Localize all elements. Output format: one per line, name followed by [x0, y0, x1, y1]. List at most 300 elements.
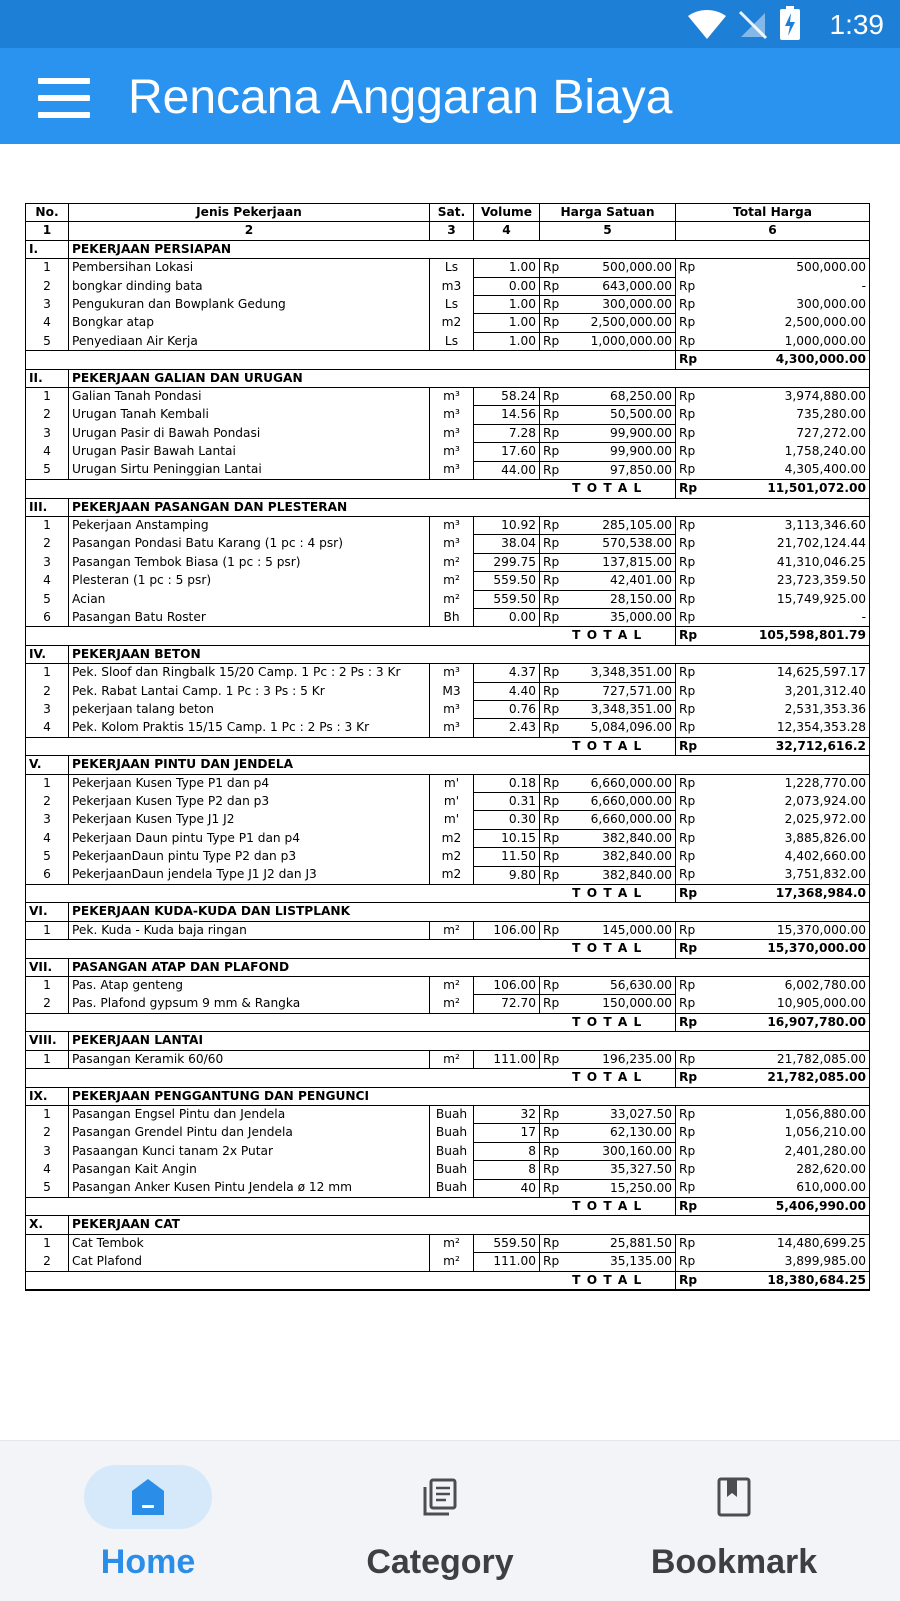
section-total-currency: Rp [676, 627, 706, 645]
section-total-currency: Rp [676, 1197, 706, 1215]
bottom-navigation [0, 1440, 900, 1601]
item-total-currency: Rp [676, 700, 706, 718]
item-total-currency: Rp [676, 719, 706, 737]
section-row [26, 1087, 870, 1105]
item-unit-price: 382,840.00 [570, 848, 676, 866]
item-number: 3 [26, 811, 69, 829]
item-name: Pek. Sloof dan Ringbalk 15/20 Camp. 1 Pc : 2 Ps : 3 Kr [69, 664, 430, 682]
section-number: VII. [26, 958, 69, 976]
table-row [26, 314, 870, 332]
hamburger-menu-icon[interactable] [38, 78, 90, 118]
item-total-currency: Rp [676, 995, 706, 1013]
item-currency: Rp [540, 406, 570, 424]
section-title: PEKERJAAN BETON [69, 645, 870, 663]
item-volume: 111.00 [474, 1253, 540, 1271]
item-unit: m³ [430, 406, 474, 424]
item-total-price: 3,751,832.00 [706, 866, 870, 884]
header-cell: Volume [474, 204, 540, 222]
table-row [26, 1161, 870, 1179]
item-unit: Buah [430, 1142, 474, 1160]
item-currency: Rp [540, 259, 570, 277]
item-name: Pek. Kolom Praktis 15/15 Camp. 1 Pc : 2 Ps : 3 Kr [69, 719, 430, 737]
section-total-currency: Rp [676, 351, 706, 369]
item-total-currency: Rp [676, 608, 706, 626]
item-number: 1 [26, 516, 69, 534]
item-total-currency: Rp [676, 277, 706, 295]
item-volume: 0.18 [474, 774, 540, 792]
item-name: Urugan Tanah Kembali [69, 406, 430, 424]
item-total-price: 15,749,925.00 [706, 590, 870, 608]
section-total-spacer [26, 1197, 540, 1215]
nav-home-label: Home [100, 1543, 196, 1581]
item-total-currency: Rp [676, 848, 706, 866]
item-currency: Rp [540, 1105, 570, 1123]
item-volume: 1.00 [474, 314, 540, 332]
section-total-spacer [26, 1013, 540, 1031]
section-title: PEKERJAAN GALIAN DAN URUGAN [69, 369, 870, 387]
item-total-currency: Rp [676, 1253, 706, 1271]
section-total-row [26, 1271, 870, 1290]
rab-table [25, 203, 870, 1291]
item-number: 5 [26, 590, 69, 608]
item-name: PekerjaanDaun jendela Type J1 J2 dan J3 [69, 866, 430, 884]
section-total-spacer [26, 737, 540, 755]
item-number: 5 [26, 848, 69, 866]
section-total-spacer [26, 480, 540, 498]
item-unit-price: 150,000.00 [570, 995, 676, 1013]
item-name: Pasangan Engsel Pintu dan Jendela [69, 1105, 430, 1123]
section-total-label: T O T A L [540, 737, 676, 755]
section-row [26, 1032, 870, 1050]
section-total-label: T O T A L [540, 1271, 676, 1290]
item-total-price: 1,758,240.00 [706, 443, 870, 461]
home-icon [131, 1477, 165, 1517]
section-total-row [26, 351, 870, 369]
section-total-amount: 17,368,984.0 [706, 885, 870, 903]
item-volume: 32 [474, 1105, 540, 1123]
section-total-row [26, 627, 870, 645]
item-unit: m² [430, 977, 474, 995]
item-total-price: 2,500,000.00 [706, 314, 870, 332]
table-row [26, 774, 870, 792]
item-unit-price: 643,000.00 [570, 277, 676, 295]
item-total-price: 735,280.00 [706, 406, 870, 424]
item-total-currency: Rp [676, 590, 706, 608]
item-unit-price: 3,348,351.00 [570, 700, 676, 718]
item-name: Pasangan Keramik 60/60 [69, 1050, 430, 1068]
header-number-cell: 2 [69, 222, 430, 240]
section-total-spacer [26, 627, 540, 645]
item-unit: m' [430, 793, 474, 811]
section-total-currency: Rp [676, 737, 706, 755]
item-currency: Rp [540, 608, 570, 626]
section-total-spacer [26, 351, 540, 369]
item-currency: Rp [540, 1142, 570, 1160]
section-row [26, 369, 870, 387]
item-number: 4 [26, 1161, 69, 1179]
section-total-label: T O T A L [540, 1069, 676, 1087]
section-number: IX. [26, 1087, 69, 1105]
item-total-currency: Rp [676, 406, 706, 424]
item-total-price: 1,000,000.00 [706, 332, 870, 350]
item-number: 4 [26, 829, 69, 847]
item-number: 5 [26, 332, 69, 350]
item-unit-price: 33,027.50 [570, 1105, 676, 1123]
item-total-currency: Rp [676, 296, 706, 314]
item-currency: Rp [540, 682, 570, 700]
section-title: PEKERJAAN PINTU DAN JENDELA [69, 756, 870, 774]
item-number: 1 [26, 1105, 69, 1123]
item-unit-price: 15,250.00 [570, 1179, 676, 1197]
item-unit-price: 35,135.00 [570, 1253, 676, 1271]
item-total-price: 3,974,880.00 [706, 388, 870, 406]
header-cell: Harga Satuan [540, 204, 676, 222]
item-total-price: - [706, 277, 870, 295]
item-number: 6 [26, 866, 69, 884]
item-number: 3 [26, 700, 69, 718]
item-currency: Rp [540, 719, 570, 737]
section-number: IV. [26, 645, 69, 663]
section-total-amount: 18,380,684.25 [706, 1271, 870, 1290]
item-volume: 8 [474, 1142, 540, 1160]
item-total-price: 10,905,000.00 [706, 995, 870, 1013]
item-currency: Rp [540, 1234, 570, 1252]
section-total-currency: Rp [676, 940, 706, 958]
item-number: 2 [26, 1124, 69, 1142]
item-unit-price: 35,327.50 [570, 1161, 676, 1179]
item-total-price: - [706, 608, 870, 626]
item-unit-price: 382,840.00 [570, 866, 676, 884]
nav-bookmark[interactable] [624, 1441, 844, 1601]
item-volume: 7.28 [474, 424, 540, 442]
section-total-amount: 15,370,000.00 [706, 940, 870, 958]
item-unit-price: 68,250.00 [570, 388, 676, 406]
table-row [26, 277, 870, 295]
item-name: Pembersihan Lokasi [69, 259, 430, 277]
table-row [26, 608, 870, 626]
item-total-currency: Rp [676, 332, 706, 350]
header-cell: Sat. [430, 204, 474, 222]
item-total-price: 21,702,124.44 [706, 535, 870, 553]
item-unit-price: 5,084,096.00 [570, 719, 676, 737]
table-row [26, 406, 870, 424]
table-header-number-row [26, 222, 870, 240]
item-unit: Bh [430, 608, 474, 626]
item-unit: m³ [430, 424, 474, 442]
item-volume: 40 [474, 1179, 540, 1197]
item-volume: 4.37 [474, 664, 540, 682]
section-total-spacer [26, 1069, 540, 1087]
status-time: 1:39 [829, 9, 884, 40]
item-volume: 44.00 [474, 461, 540, 479]
item-unit: m2 [430, 866, 474, 884]
item-name: Pasangan Grendel Pintu dan Jendela [69, 1124, 430, 1142]
section-total-row [26, 1069, 870, 1087]
section-total-row [26, 940, 870, 958]
item-total-currency: Rp [676, 866, 706, 884]
item-currency: Rp [540, 461, 570, 479]
item-unit: m³ [430, 461, 474, 479]
item-currency: Rp [540, 866, 570, 884]
item-total-currency: Rp [676, 461, 706, 479]
item-unit-price: 300,160.00 [570, 1142, 676, 1160]
item-name: bongkar dinding bata [69, 277, 430, 295]
item-unit: m³ [430, 388, 474, 406]
item-total-price: 6,002,780.00 [706, 977, 870, 995]
section-row [26, 756, 870, 774]
item-total-currency: Rp [676, 1161, 706, 1179]
table-row [26, 848, 870, 866]
item-unit: m² [430, 553, 474, 571]
section-total-label: T O T A L [540, 480, 676, 498]
item-volume: 10.92 [474, 516, 540, 534]
item-number: 2 [26, 682, 69, 700]
item-name: Pasangan Kait Angin [69, 1161, 430, 1179]
item-total-currency: Rp [676, 921, 706, 939]
item-volume: 17.60 [474, 443, 540, 461]
item-unit-price: 137,815.00 [570, 553, 676, 571]
section-title: PEKERJAAN CAT [69, 1216, 870, 1234]
section-total-currency: Rp [676, 1271, 706, 1290]
section-total-label: T O T A L [540, 940, 676, 958]
item-unit-price: 727,571.00 [570, 682, 676, 700]
item-volume: 1.00 [474, 259, 540, 277]
item-name: Pasangan Pondasi Batu Karang (1 pc : 4 psr) [69, 535, 430, 553]
item-currency: Rp [540, 793, 570, 811]
item-name: Cat Tembok [69, 1234, 430, 1252]
item-volume: 14.56 [474, 406, 540, 424]
item-total-price: 2,073,924.00 [706, 793, 870, 811]
item-total-currency: Rp [676, 664, 706, 682]
item-total-price: 500,000.00 [706, 259, 870, 277]
item-name: Urugan Pasir di Bawah Pondasi [69, 424, 430, 442]
item-unit-price: 50,500.00 [570, 406, 676, 424]
header-number-cell: 6 [676, 222, 870, 240]
item-number: 3 [26, 424, 69, 442]
item-volume: 17 [474, 1124, 540, 1142]
item-currency: Rp [540, 332, 570, 350]
table-row [26, 1179, 870, 1197]
item-currency: Rp [540, 296, 570, 314]
item-volume: 10.15 [474, 829, 540, 847]
item-unit: m' [430, 811, 474, 829]
table-row [26, 388, 870, 406]
item-total-price: 282,620.00 [706, 1161, 870, 1179]
table-row [26, 461, 870, 479]
item-number: 1 [26, 921, 69, 939]
item-unit-price: 97,850.00 [570, 461, 676, 479]
item-name: Pengukuran dan Bowplank Gedung [69, 296, 430, 314]
item-unit-price: 2,500,000.00 [570, 314, 676, 332]
item-unit-price: 285,105.00 [570, 516, 676, 534]
item-unit: m2 [430, 314, 474, 332]
item-unit: m3 [430, 277, 474, 295]
wifi-icon [688, 10, 726, 40]
table-row [26, 1105, 870, 1123]
header-number-cell: 4 [474, 222, 540, 240]
item-unit-price: 145,000.00 [570, 921, 676, 939]
table-row [26, 332, 870, 350]
section-title: PEKERJAAN LANTAI [69, 1032, 870, 1050]
section-row [26, 1216, 870, 1234]
section-total-amount: 105,598,801.79 [706, 627, 870, 645]
item-currency: Rp [540, 664, 570, 682]
item-volume: 2.43 [474, 719, 540, 737]
item-volume: 1.00 [474, 332, 540, 350]
nav-bookmark-label: Bookmark [650, 1543, 818, 1581]
item-total-currency: Rp [676, 1234, 706, 1252]
item-name: Pasangan Batu Roster [69, 608, 430, 626]
item-volume: 0.76 [474, 700, 540, 718]
table-row [26, 424, 870, 442]
section-number: VIII. [26, 1032, 69, 1050]
item-unit: Buah [430, 1179, 474, 1197]
item-unit-price: 196,235.00 [570, 1050, 676, 1068]
item-unit: m³ [430, 535, 474, 553]
item-total-currency: Rp [676, 535, 706, 553]
section-number: II. [26, 369, 69, 387]
item-currency: Rp [540, 424, 570, 442]
item-volume: 11.50 [474, 848, 540, 866]
table-row [26, 516, 870, 534]
header-number-cell: 3 [430, 222, 474, 240]
nav-home[interactable] [38, 1441, 258, 1601]
table-row [26, 664, 870, 682]
item-volume: 111.00 [474, 1050, 540, 1068]
table-row [26, 921, 870, 939]
item-unit-price: 300,000.00 [570, 296, 676, 314]
section-number: X. [26, 1216, 69, 1234]
item-total-currency: Rp [676, 314, 706, 332]
section-total-spacer [26, 940, 540, 958]
item-unit: Buah [430, 1161, 474, 1179]
item-currency: Rp [540, 1179, 570, 1197]
section-row [26, 903, 870, 921]
item-name: Pekerjaan Daun pintu Type P1 dan p4 [69, 829, 430, 847]
section-total-label: T O T A L [540, 885, 676, 903]
table-row [26, 682, 870, 700]
item-total-price: 610,000.00 [706, 1179, 870, 1197]
section-number: I. [26, 240, 69, 258]
item-number: 1 [26, 259, 69, 277]
section-row [26, 958, 870, 976]
item-currency: Rp [540, 1124, 570, 1142]
battery-charging-icon [780, 6, 800, 40]
table-row [26, 866, 870, 884]
item-number: 4 [26, 572, 69, 590]
item-currency: Rp [540, 1253, 570, 1271]
item-name: Cat Plafond [69, 1253, 430, 1271]
table-row [26, 1142, 870, 1160]
item-unit: m² [430, 921, 474, 939]
item-currency: Rp [540, 921, 570, 939]
item-number: 2 [26, 277, 69, 295]
item-total-price: 2,531,353.36 [706, 700, 870, 718]
section-total-label: T O T A L [540, 1197, 676, 1215]
item-total-price: 15,370,000.00 [706, 921, 870, 939]
item-name: Bongkar atap [69, 314, 430, 332]
item-number: 1 [26, 774, 69, 792]
item-unit-price: 42,401.00 [570, 572, 676, 590]
item-volume: 72.70 [474, 995, 540, 1013]
item-unit: m³ [430, 700, 474, 718]
table-row [26, 572, 870, 590]
section-total-amount: 16,907,780.00 [706, 1013, 870, 1031]
item-total-price: 41,310,046.25 [706, 553, 870, 571]
header-cell: Total Harga [676, 204, 870, 222]
item-name: Pekerjaan Anstamping [69, 516, 430, 534]
table-row [26, 443, 870, 461]
item-total-currency: Rp [676, 829, 706, 847]
section-total-amount: 4,300,000.00 [706, 351, 870, 369]
item-unit: m² [430, 1050, 474, 1068]
item-total-currency: Rp [676, 388, 706, 406]
item-total-price: 1,228,770.00 [706, 774, 870, 792]
section-total-spacer [26, 1271, 540, 1290]
item-name: Galian Tanah Pondasi [69, 388, 430, 406]
item-name: Acian [69, 590, 430, 608]
item-name: Pasaangan Kunci tanam 2x Putar [69, 1142, 430, 1160]
item-volume: 0.00 [474, 608, 540, 626]
item-unit-price: 6,660,000.00 [570, 774, 676, 792]
item-number: 5 [26, 1179, 69, 1197]
section-total-label: T O T A L [540, 1013, 676, 1031]
item-total-currency: Rp [676, 811, 706, 829]
item-total-currency: Rp [676, 682, 706, 700]
section-total-row [26, 1013, 870, 1031]
item-total-currency: Rp [676, 516, 706, 534]
item-unit: Ls [430, 296, 474, 314]
item-number: 1 [26, 1234, 69, 1252]
item-volume: 0.30 [474, 811, 540, 829]
section-title: PEKERJAAN PENGGANTUNG DAN PENGUNCI [69, 1087, 870, 1105]
table-row [26, 719, 870, 737]
item-name: Pasangan Tembok Biasa (1 pc : 5 psr) [69, 553, 430, 571]
item-name: Pekerjaan Kusen Type J1 J2 [69, 811, 430, 829]
item-currency: Rp [540, 700, 570, 718]
item-number: 4 [26, 443, 69, 461]
item-number: 2 [26, 1253, 69, 1271]
item-total-currency: Rp [676, 553, 706, 571]
item-unit-price: 3,348,351.00 [570, 664, 676, 682]
item-total-price: 4,305,400.00 [706, 461, 870, 479]
section-total-currency: Rp [676, 885, 706, 903]
item-number: 1 [26, 388, 69, 406]
item-total-price: 727,272.00 [706, 424, 870, 442]
item-total-price: 21,782,085.00 [706, 1050, 870, 1068]
section-total-amount: 5,406,990.00 [706, 1197, 870, 1215]
item-number: 4 [26, 719, 69, 737]
item-total-price: 3,885,826.00 [706, 829, 870, 847]
item-number: 6 [26, 608, 69, 626]
item-unit: m² [430, 572, 474, 590]
section-title: PEKERJAAN PERSIAPAN [69, 240, 870, 258]
item-currency: Rp [540, 811, 570, 829]
nav-category[interactable] [330, 1441, 550, 1601]
section-number: V. [26, 756, 69, 774]
item-total-currency: Rp [676, 259, 706, 277]
item-volume: 559.50 [474, 1234, 540, 1252]
item-unit: m2 [430, 848, 474, 866]
item-volume: 0.31 [474, 793, 540, 811]
section-total-amount: 11,501,072.00 [706, 480, 870, 498]
table-row [26, 977, 870, 995]
table-row [26, 296, 870, 314]
item-unit: m³ [430, 719, 474, 737]
item-unit-price: 1,000,000.00 [570, 332, 676, 350]
item-unit: m² [430, 590, 474, 608]
item-total-currency: Rp [676, 1050, 706, 1068]
